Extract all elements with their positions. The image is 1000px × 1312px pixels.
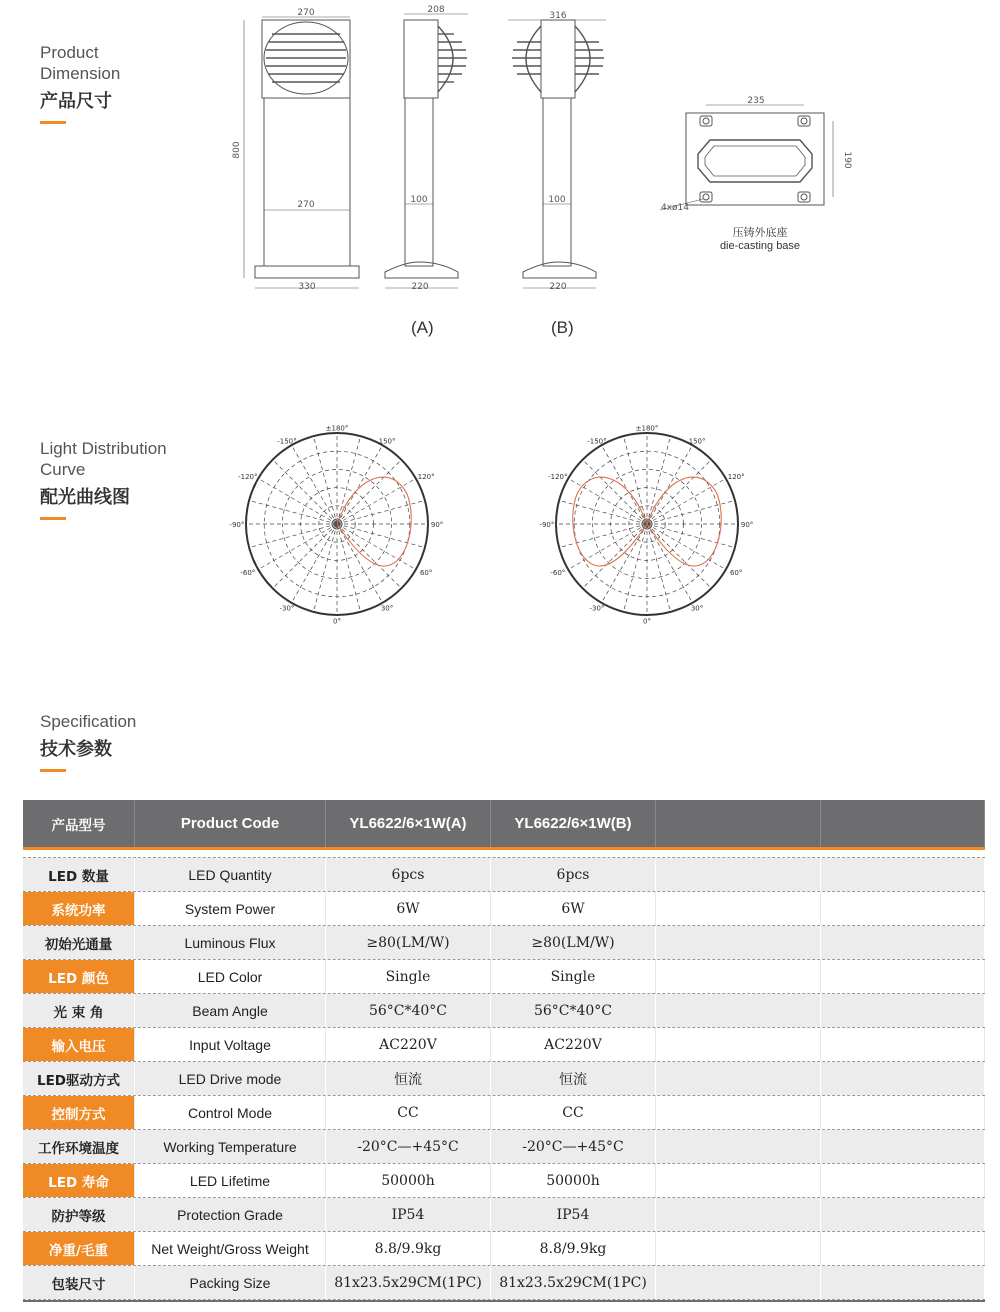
polar-angle-label: 60° xyxy=(419,569,433,578)
table-cell: 恒流 xyxy=(491,1062,656,1095)
table-cell xyxy=(821,1164,985,1197)
polar-spoke xyxy=(337,524,425,548)
polar-spoke xyxy=(273,524,337,588)
header-cell: YL6622/6×1W(A) xyxy=(326,800,491,847)
polar-angle-label: -90° xyxy=(229,521,245,529)
section-title-dimension xyxy=(40,42,120,124)
table-cell: 包装尺寸 xyxy=(23,1266,135,1299)
table-row xyxy=(23,892,985,926)
table-cell: CC xyxy=(491,1096,656,1129)
base-caption-en: die-casting base xyxy=(719,240,801,252)
polar-spoke xyxy=(647,436,671,524)
polar-angle-label: -30° xyxy=(279,604,295,613)
table-cell: IP54 xyxy=(326,1198,491,1231)
table-cell: Control Mode xyxy=(135,1096,326,1129)
dim-a-base: 330 xyxy=(298,282,316,292)
table-cell: Protection Grade xyxy=(135,1198,326,1231)
table-cell: IP54 xyxy=(491,1198,656,1231)
table-row xyxy=(23,1232,985,1266)
base-width-label: 235 xyxy=(747,96,765,106)
table-cell xyxy=(821,1232,985,1265)
table-cell: 系统功率 xyxy=(23,892,135,925)
polar-spoke xyxy=(623,436,647,524)
table-cell: 输入电压 xyxy=(23,1028,135,1061)
polar-spoke xyxy=(568,524,647,570)
table-cell xyxy=(821,1062,985,1095)
table-cell: 8.8/9.9kg xyxy=(491,1232,656,1265)
table-cell: LED Drive mode xyxy=(135,1062,326,1095)
table-cell: System Power xyxy=(135,892,326,925)
section-title-en: Product Dimension xyxy=(40,43,121,83)
table-cell: Luminous Flux xyxy=(135,926,326,959)
table-row xyxy=(23,1096,985,1130)
table-cell: -20°C—+45°C xyxy=(326,1130,491,1163)
polar-spoke xyxy=(647,524,735,548)
table-cell: 50000h xyxy=(326,1164,491,1197)
polar-spoke xyxy=(292,445,338,524)
table-cell: 控制方式 xyxy=(23,1096,135,1129)
table-cell xyxy=(821,858,985,891)
dim-b-pole: 100 xyxy=(548,195,566,205)
table-cell: 光 束 角 xyxy=(23,994,135,1027)
spec-table xyxy=(23,800,985,1302)
table-cell xyxy=(656,1096,821,1129)
table-cell xyxy=(821,1130,985,1163)
polar-spoke xyxy=(647,524,693,603)
header-cell xyxy=(821,800,985,847)
table-cell: 6W xyxy=(491,892,656,925)
table-cell xyxy=(656,994,821,1027)
table-cell xyxy=(656,1062,821,1095)
polar-angle-label: -120° xyxy=(548,472,568,481)
table-cell: LED Color xyxy=(135,960,326,993)
table-cell: 81x23.5x29CM(1PC) xyxy=(491,1266,656,1299)
polar-spoke xyxy=(647,445,693,524)
polar-spoke xyxy=(623,524,647,612)
table-cell xyxy=(656,926,821,959)
table-cell xyxy=(656,1130,821,1163)
table-cell: LED Lifetime xyxy=(135,1164,326,1197)
table-cell: LED 数量 xyxy=(23,858,135,891)
polar-spoke xyxy=(337,445,383,524)
table-cell: Input Voltage xyxy=(135,1028,326,1061)
polar-spoke xyxy=(249,524,337,548)
table-cell: CC xyxy=(326,1096,491,1129)
table-row xyxy=(23,1164,985,1198)
table-cell: ≥80(LM/W) xyxy=(326,926,491,959)
spec-table-header xyxy=(23,800,985,850)
table-cell: LED驱动方式 xyxy=(23,1062,135,1095)
table-cell: 工作环境温度 xyxy=(23,1130,135,1163)
table-cell: Working Temperature xyxy=(135,1130,326,1163)
table-cell: Packing Size xyxy=(135,1266,326,1299)
table-cell xyxy=(656,960,821,993)
accent-bar xyxy=(40,769,66,772)
table-row xyxy=(23,1198,985,1232)
table-cell xyxy=(656,1232,821,1265)
table-cell: AC220V xyxy=(491,1028,656,1061)
polar-spoke xyxy=(559,524,647,548)
polar-angle-label: 0° xyxy=(333,617,341,626)
polar-spoke xyxy=(647,524,726,570)
polar-spoke xyxy=(313,436,337,524)
table-cell: 恒流 xyxy=(326,1062,491,1095)
polar-spoke xyxy=(292,524,338,603)
accent-bar xyxy=(40,517,66,520)
polar-angle-label: ±180° xyxy=(325,424,349,433)
polar-spoke xyxy=(273,460,337,524)
polar-spoke xyxy=(337,524,416,570)
table-row xyxy=(23,960,985,994)
polar-spoke xyxy=(647,479,726,525)
polar-spoke xyxy=(568,479,647,525)
polar-angle-label: -60° xyxy=(550,569,566,578)
polar-chart-a xyxy=(222,420,452,635)
table-cell xyxy=(656,1028,821,1061)
polar-spoke xyxy=(583,460,647,524)
dim-a-mid: 270 xyxy=(297,200,315,210)
distribution-curve xyxy=(337,477,411,566)
table-cell xyxy=(656,1198,821,1231)
table-cell xyxy=(821,994,985,1027)
polar-angle-label: 90° xyxy=(430,521,444,529)
polar-spoke xyxy=(258,524,337,570)
dim-a-top: 270 xyxy=(297,8,315,18)
table-row xyxy=(23,994,985,1028)
dim-a-height: 800 xyxy=(232,141,242,159)
dim-b-base: 220 xyxy=(549,282,567,292)
polar-angle-label: -90° xyxy=(539,521,555,529)
table-cell: -20°C—+45°C xyxy=(491,1130,656,1163)
polar-spoke xyxy=(602,445,648,524)
table-cell xyxy=(656,1266,821,1299)
header-cell: 产品型号 xyxy=(23,800,135,847)
header-cell: YL6622/6×1W(B) xyxy=(491,800,656,847)
dim-side-top: 208 xyxy=(427,5,445,15)
table-cell: 50000h xyxy=(491,1164,656,1197)
base-caption xyxy=(680,224,840,252)
accent-bar xyxy=(40,121,66,124)
polar-spoke xyxy=(337,436,361,524)
polar-chart-b xyxy=(532,420,762,635)
section-title-light xyxy=(40,438,167,520)
table-cell: 6pcs xyxy=(326,858,491,891)
table-cell: ≥80(LM/W) xyxy=(491,926,656,959)
polar-spoke xyxy=(337,524,383,603)
polar-angle-label: 120° xyxy=(417,472,435,481)
polar-spoke xyxy=(647,524,711,588)
distribution-curve xyxy=(573,477,647,566)
table-cell: 56°C*40°C xyxy=(326,994,491,1027)
polar-spoke xyxy=(583,524,647,588)
polar-spoke xyxy=(313,524,337,612)
polar-angle-label: 150° xyxy=(378,437,396,446)
polar-angle-label: -120° xyxy=(238,472,258,481)
caption-a: (A) xyxy=(411,318,434,337)
table-cell: 81x23.5x29CM(1PC) xyxy=(326,1266,491,1299)
polar-angle-label: -150° xyxy=(277,437,297,446)
table-cell: AC220V xyxy=(326,1028,491,1061)
product-dimension-drawing xyxy=(230,0,630,300)
table-cell: 初始光通量 xyxy=(23,926,135,959)
table-cell: Beam Angle xyxy=(135,994,326,1027)
base-caption-cn: 压铸外底座 xyxy=(732,227,788,239)
header-cell xyxy=(656,800,821,847)
polar-spoke xyxy=(337,524,401,588)
table-row xyxy=(23,1266,985,1300)
table-cell xyxy=(656,858,821,891)
dim-side-base: 220 xyxy=(411,282,429,292)
polar-angle-label: -30° xyxy=(589,604,605,613)
polar-angle-label: 90° xyxy=(740,521,754,529)
polar-angle-label: -60° xyxy=(240,569,256,578)
table-row xyxy=(23,1130,985,1164)
section-title-cn: 配光曲线图 xyxy=(40,487,130,508)
table-gap xyxy=(23,850,985,858)
table-cell: Single xyxy=(491,960,656,993)
polar-angle-label: 60° xyxy=(729,569,743,578)
table-bottom-rule xyxy=(23,1300,985,1302)
polar-spoke xyxy=(258,479,337,525)
section-title-en: Light Distribution Curve xyxy=(40,439,167,479)
table-row xyxy=(23,926,985,960)
polar-angle-label: 120° xyxy=(727,472,745,481)
polar-spoke xyxy=(249,500,337,524)
table-cell: Net Weight/Gross Weight xyxy=(135,1232,326,1265)
caption-b: (B) xyxy=(551,318,574,337)
table-cell: 8.8/9.9kg xyxy=(326,1232,491,1265)
distribution-curve xyxy=(647,477,721,566)
polar-angle-label: 150° xyxy=(688,437,706,446)
table-cell xyxy=(821,926,985,959)
table-cell: 净重/毛重 xyxy=(23,1232,135,1265)
table-cell: LED 寿命 xyxy=(23,1164,135,1197)
base-height-label: 190 xyxy=(842,151,852,169)
section-title-cn: 产品尺寸 xyxy=(40,91,112,112)
table-cell xyxy=(821,1096,985,1129)
table-cell: 6W xyxy=(326,892,491,925)
polar-spoke xyxy=(337,479,416,525)
table-row xyxy=(23,858,985,892)
table-cell xyxy=(821,960,985,993)
table-cell: 6pcs xyxy=(491,858,656,891)
table-cell: 56°C*40°C xyxy=(491,994,656,1027)
table-cell xyxy=(821,1198,985,1231)
table-cell: Single xyxy=(326,960,491,993)
polar-spoke xyxy=(647,524,671,612)
polar-spoke xyxy=(647,460,711,524)
dim-side-pole: 100 xyxy=(410,195,428,205)
polar-spoke xyxy=(337,460,401,524)
table-cell xyxy=(656,892,821,925)
base-plate-drawing xyxy=(650,90,860,220)
polar-angle-label: 30° xyxy=(690,604,704,613)
table-row xyxy=(23,1062,985,1096)
polar-angle-label: 30° xyxy=(380,604,394,613)
table-cell: LED 颜色 xyxy=(23,960,135,993)
table-cell: 防护等级 xyxy=(23,1198,135,1231)
section-title-spec xyxy=(40,711,136,772)
table-cell xyxy=(821,1266,985,1299)
table-cell xyxy=(821,892,985,925)
polar-angle-label: 0° xyxy=(643,617,651,626)
spec-table-body xyxy=(23,858,985,1300)
table-cell xyxy=(656,1164,821,1197)
table-cell: LED Quantity xyxy=(135,858,326,891)
polar-angle-label: -150° xyxy=(587,437,607,446)
polar-angle-label: ±180° xyxy=(635,424,659,433)
header-cell: Product Code xyxy=(135,800,326,847)
section-title-en: Specification xyxy=(40,712,137,731)
table-cell xyxy=(821,1028,985,1061)
base-holes-label: 4xø14 xyxy=(660,203,690,213)
section-title-cn: 技术参数 xyxy=(40,739,112,760)
table-row xyxy=(23,1028,985,1062)
dim-b-top: 316 xyxy=(549,11,567,21)
polar-spoke xyxy=(602,524,648,603)
polar-spoke xyxy=(337,524,361,612)
